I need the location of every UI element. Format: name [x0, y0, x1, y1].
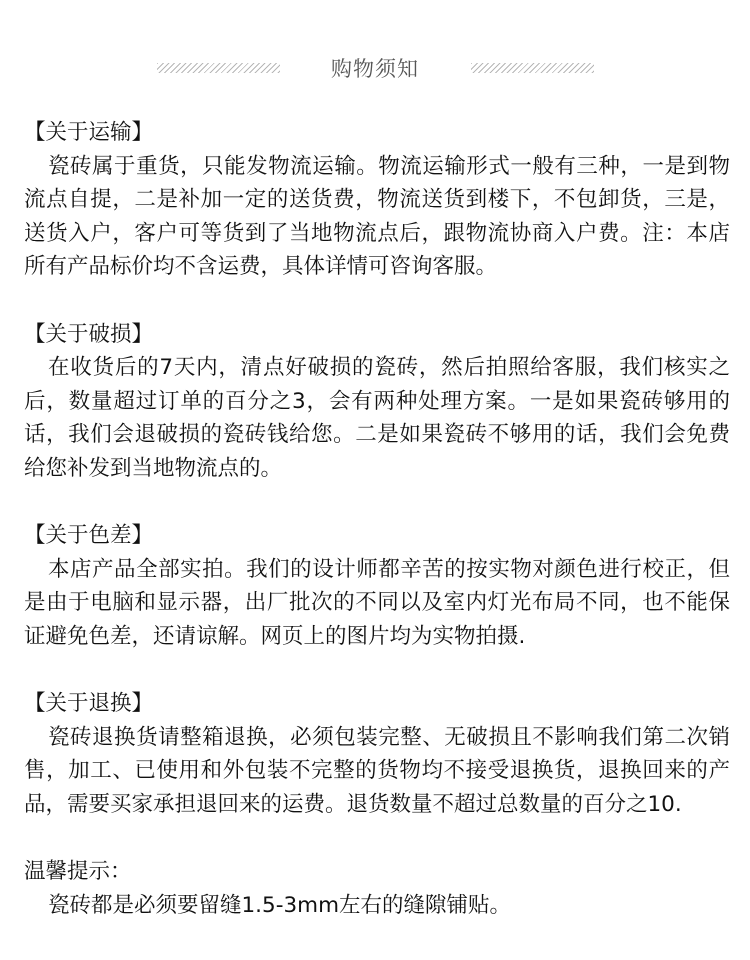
- section-shipping: [24, 116, 730, 284]
- section-text: 瓷砖退换货请整箱退换，必须包装完整、无破损且不影响我们第二次销售，加工、已使用和外包装不完整的货物均不接受退换货，退换回来的产品，需要买家承担退回来的运费。退货数量不超过总数量的百分之10.: [24, 724, 730, 817]
- section-heading: 【关于退换】: [24, 691, 154, 716]
- decorative-hatch-left: [157, 63, 280, 73]
- page-title: 购物须知: [331, 57, 419, 81]
- page-header: [0, 48, 750, 88]
- section-color-difference: [24, 519, 730, 653]
- tips-text: 瓷砖都是必须要留缝1.5-3mm左右的缝隙铺贴。: [48, 892, 512, 918]
- section-returns: [24, 687, 730, 821]
- section-damage: [24, 318, 730, 486]
- section-tips: [24, 855, 730, 922]
- decorative-hatch-right: [471, 63, 594, 73]
- section-heading: 【关于破损】: [24, 321, 154, 347]
- notice-content: [24, 116, 730, 922]
- section-text: 本店产品全部实拍。我们的设计师都辛苦的按实物对颜色进行校正，但是由于电脑和显示器，出厂批次的不同以及室内灯光布局不同，也不能保证避免色差，还请谅解。网页上的图片均为实物拍摄.: [24, 556, 730, 649]
- section-text: 在收货后的7天内，清点好破损的瓷砖，然后拍照给客服，我们核实之后，数量超过订单的百分之3，会有两种处理方案。一是如果瓷砖够用的话，我们会退破损的瓷砖钱给您。二是如果瓷砖不够用的话，我们会免费给您补发到当地物流点的。: [24, 355, 730, 481]
- section-heading: 【关于色差】: [24, 523, 154, 548]
- section-text: 瓷砖属于重货，只能发物流运输。物流运输形式一般有三种，一是到物流点自提，二是补加一定的送货费，物流送货到楼下，不包卸货，三是，送货入户，客户可等货到了当地物流点后，跟物流协商入户费。注：本店所有产品标价均不含运费，具体详情可咨询客服。: [24, 153, 730, 279]
- tips-heading: 温馨提示：: [24, 859, 132, 884]
- section-heading: 【关于运输】: [24, 120, 154, 145]
